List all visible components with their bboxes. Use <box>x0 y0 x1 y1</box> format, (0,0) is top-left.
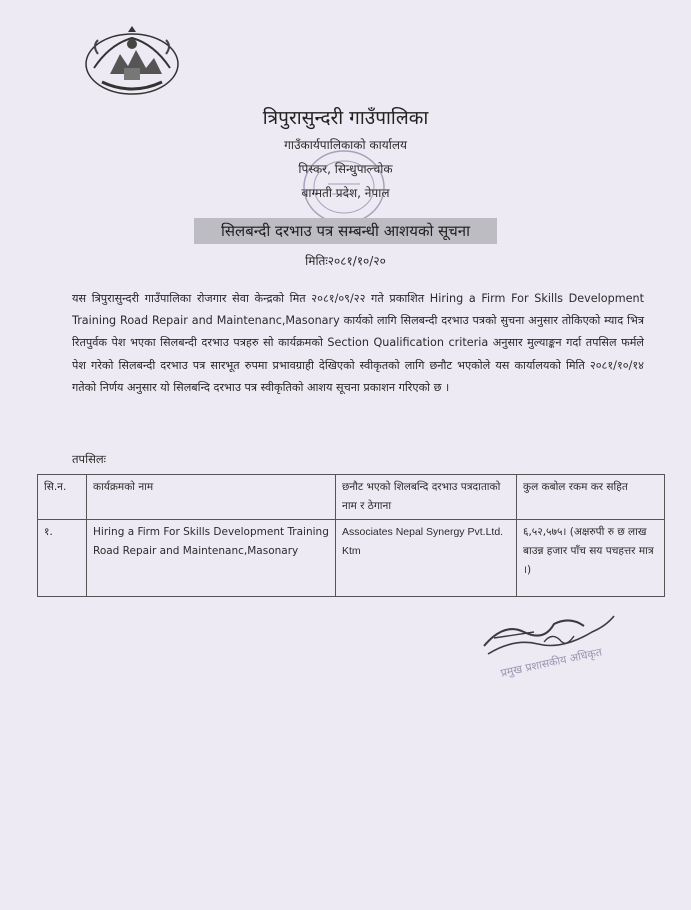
cell-program-name: Hiring a Firm For Skills Development Training Road Repair and Maintenanc,Masonary <box>87 520 336 597</box>
province-country: बाग्मती प्रदेश, नेपाल <box>301 186 390 200</box>
nepal-government-emblem-icon <box>80 24 184 100</box>
annex-label: तपसिलः <box>72 452 106 466</box>
table-row <box>38 520 665 597</box>
header-serial-number: सि.न. <box>38 475 87 520</box>
header-selected-bidder: छनौट भएको शिलबन्दि दरभाउ पत्रदाताको नाम र ठेगाना <box>336 475 517 520</box>
notice-date: मितिः२०८१/१०/२० <box>305 254 386 268</box>
cell-total-amount: ६,५२,५७५। (अक्षरुपी रु छ लाख बाउन्न हजार पाँच सय पचहत्तर मात्र ।) <box>517 520 665 597</box>
cell-bidder-name: Associates Nepal Synergy Pvt.Ltd. Ktm <box>336 520 517 597</box>
cell-serial-number: १. <box>38 520 87 597</box>
table-header-row <box>38 475 665 520</box>
selection-table <box>37 474 665 597</box>
notice-body: यस त्रिपुरासुन्दरी गाउँपालिका रोजगार सेवा केन्द्रको मित २०८१/०९/२२ गते प्रकाशित Hiring a Firm For Skills Development Training Road Repair and Maintenanc,Masonary कार्यको लागि सिलबन्दी दरभाउ पत्रको सुचना अनुसार तोकिएको म्याद भित्र रितपुर्वक पेश भएका सिलबन्दी दरभाउ पत्रहरु सो कार्यक्रमको Section Qualification criteria अनुसार मुल्याङ्कन गर्दा तपसिल फर्मले पेश गरेको सिलबन्दी दरभाउ पत्र सारभूत रुपमा प्रभावग्राही देखिएको स्वीकृतको लागि छनौट भएकोले यस कार्यालयको मिति २०८१/१०/१४ गतेको निर्णय अनुसार यो सिलबन्दि दरभाउ पत्र स्वीकृतिको आशय सूचना प्रकाशन गरिएको छ । <box>72 292 644 394</box>
header-program-name: कार्यक्रमको नाम <box>87 475 336 520</box>
signatory-title: प्रमुख प्रशासकीय अधिकृत <box>499 645 604 680</box>
header-total-amount: कुल कबोल रकम कर सहित <box>517 475 665 520</box>
office-name: गाउँकार्यपालिकाको कार्यालय <box>284 138 407 152</box>
notice-title: सिलबन्दी दरभाउ पत्र सम्बन्धी आशयको सूचना <box>194 218 497 244</box>
organization-name: त्रिपुरासुन्दरी गाउँपालिका <box>262 107 429 129</box>
office-location: पिस्कर, सिन्धुपाल्चोक <box>298 162 393 176</box>
